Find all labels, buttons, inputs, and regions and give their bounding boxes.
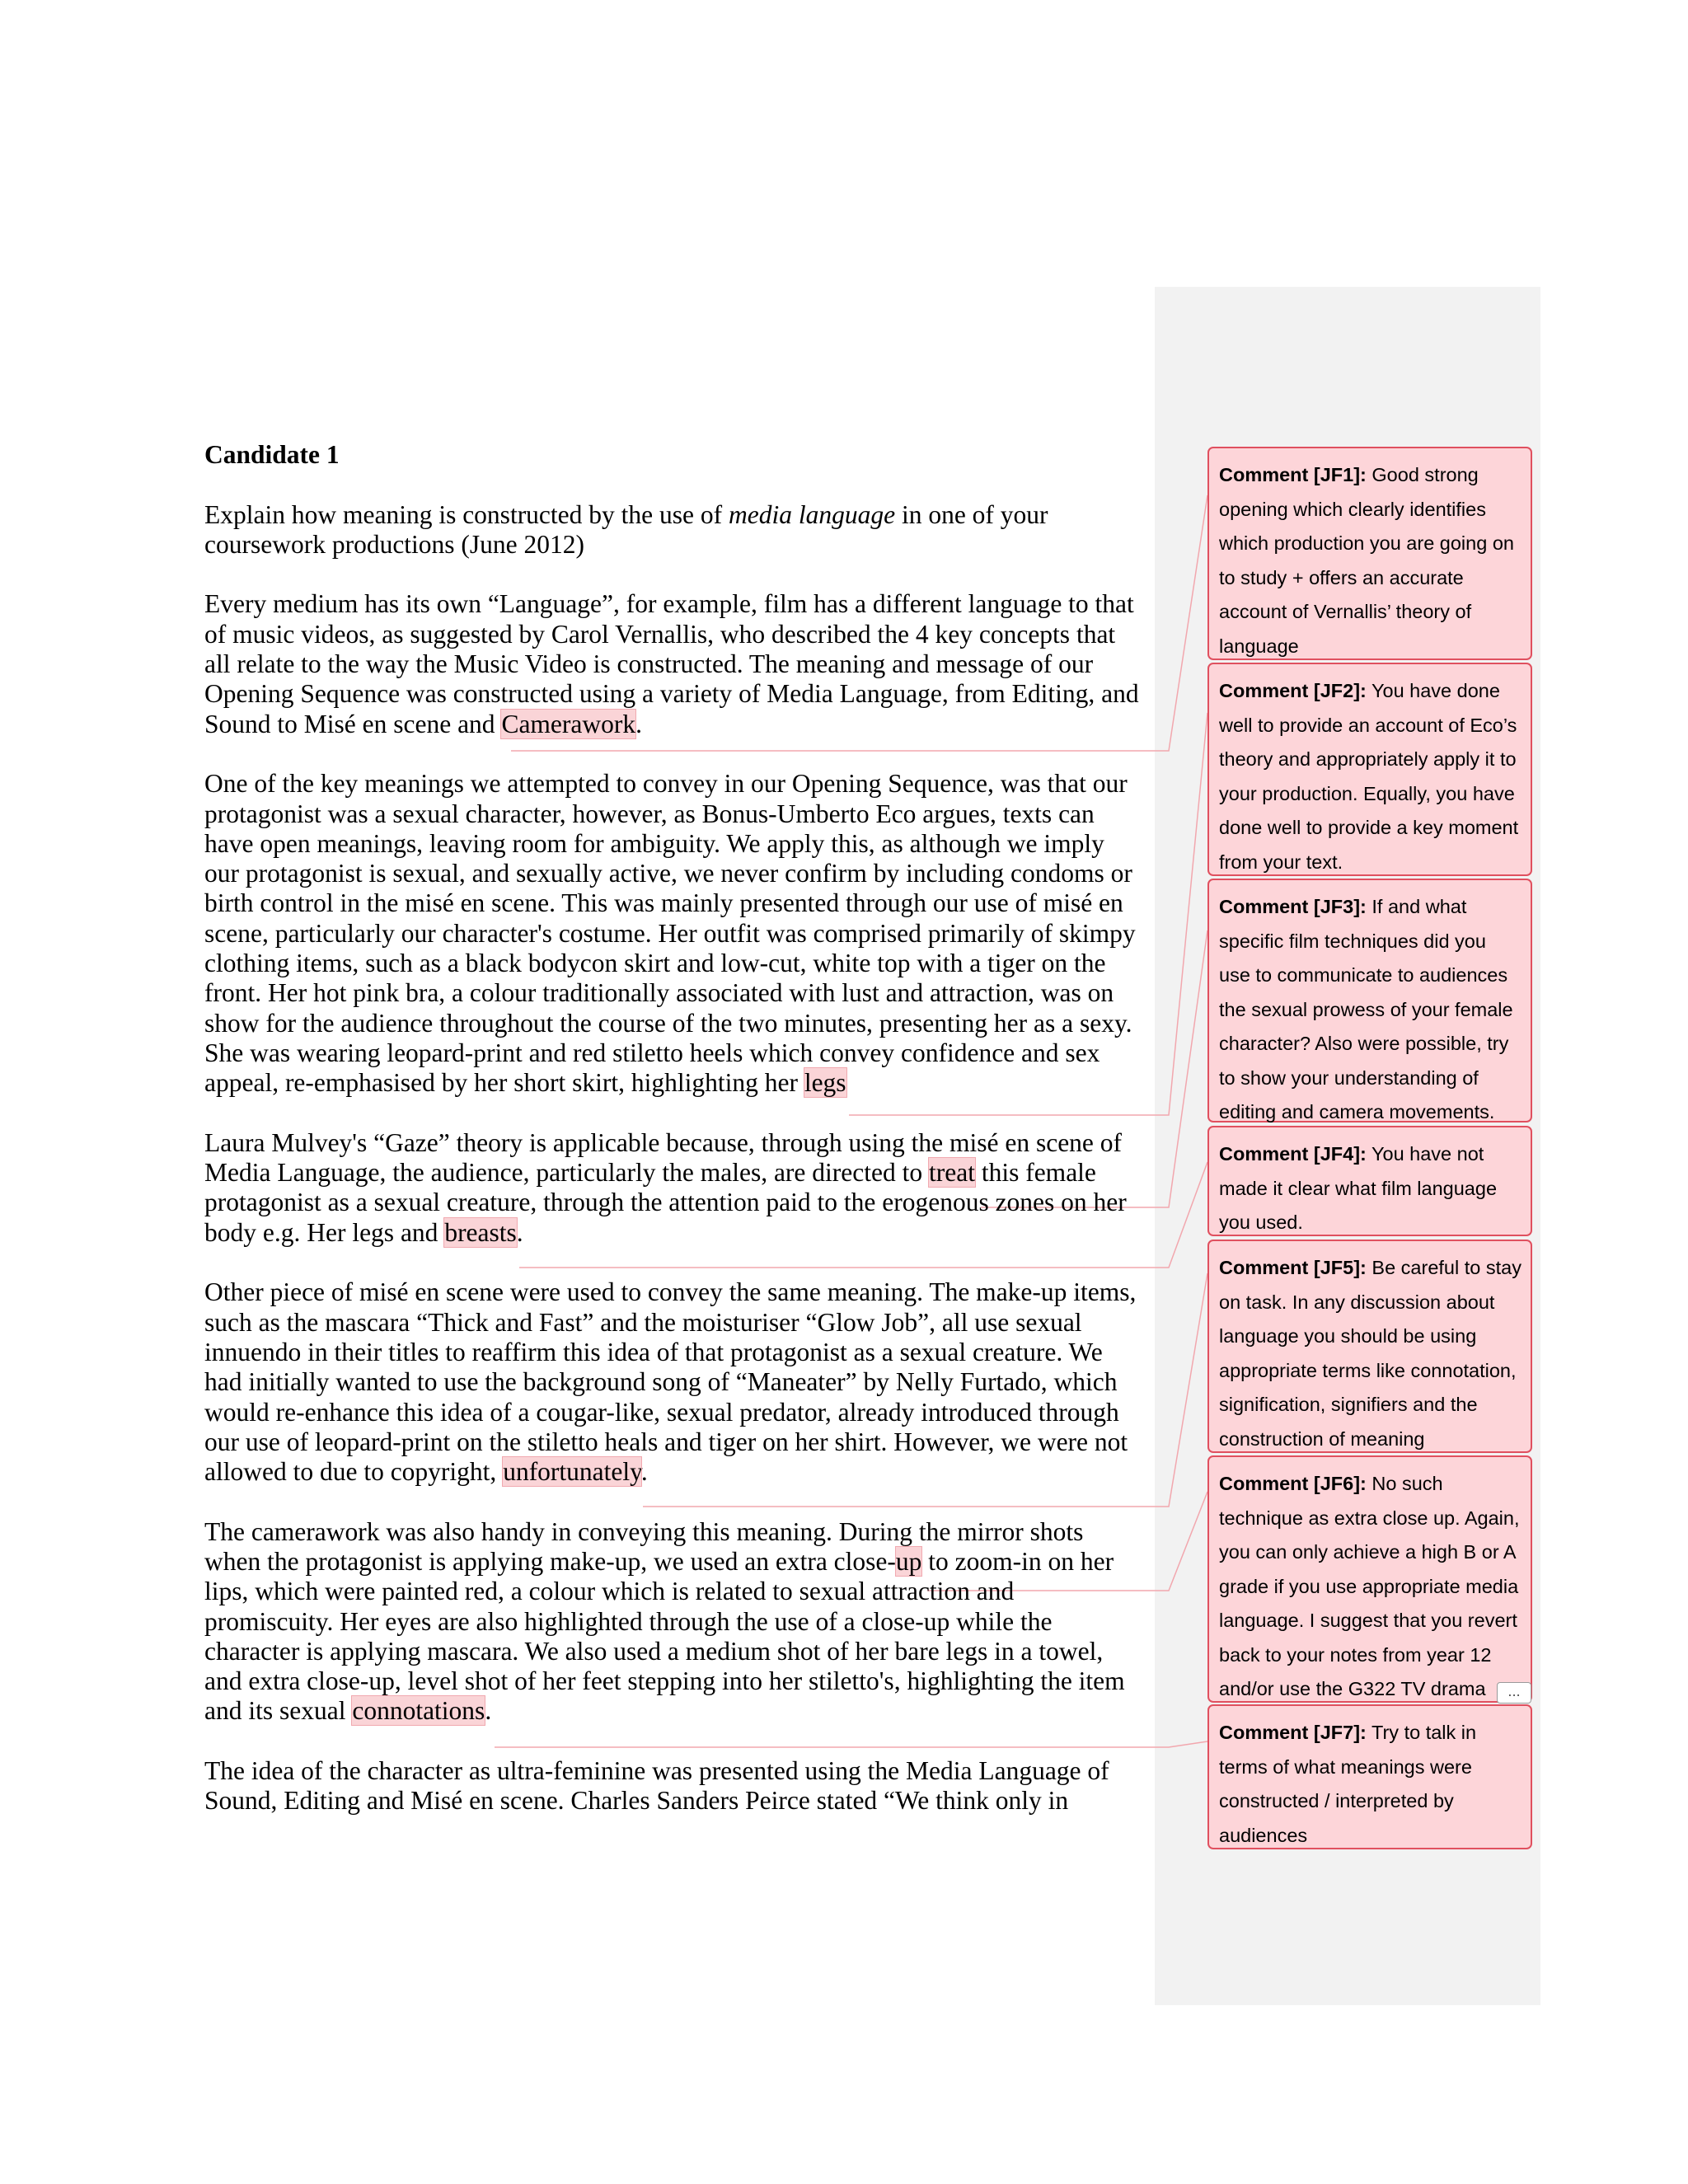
comment-jf6-label: Comment [JF6]:: [1219, 1473, 1367, 1494]
comment-jf5[interactable]: [1207, 1240, 1532, 1453]
comment-jf5-label: Comment [JF5]:: [1219, 1257, 1367, 1278]
comment-jf5-text: Be careful to stay on task. In any discussion about language you should be using appropriate terms like connotation, signification, signifiers and the construction of meaning: [1219, 1257, 1522, 1450]
paragraph-5-a: The camerawork was also handy in conveying this meaning. During the mirror shots when the protagonist is applying make-up, we used an extra close-: [204, 1516, 1084, 1576]
comment-jf1-label: Comment [JF1]:: [1219, 464, 1367, 485]
comment-jf4-text: You have not made it clear what film language you used.: [1219, 1143, 1498, 1233]
paragraph-2-text: One of the key meanings we attempted to convey in our Opening Sequence, was that our protagonist was a sexual character, however, as Bonus-Umberto Eco argues, texts can have open meanings, leaving room for ambiguity. We apply this, as although we imply our protagonist is sexual, and sexually active, we never confirm by including condoms or birth control in the misé en scene. This was mainly presented through our use of misé en scene, particularly our character's costume. Her outfit was comprised primarily of skimpy clothing items, such as a black bodycon skirt and low-cut, white top with a tiger on the front. Her hot pink bra, a colour traditionally associated with lust and attraction, was on show for the audience throughout the course of the two minutes, presenting her as a sexy. She was wearing leopard-print and red stiletto heels which convey confidence and sex appeal, re-emphasised by her short skirt, highlighting her: [204, 769, 1136, 1098]
comment-jf7-text: Try to talk in terms of what meanings were constructed / interpreted by audiences: [1219, 1722, 1477, 1846]
document-heading: Candidate 1: [204, 440, 340, 469]
highlight-treat[interactable]: treat: [928, 1158, 975, 1188]
comment-jf4-label: Comment [JF4]:: [1219, 1143, 1367, 1165]
question-after: in one of your coursework productions (June 2012): [204, 499, 1048, 559]
paragraph-1-end: .: [635, 709, 642, 738]
comment-jf1-text: Good strong opening which clearly identifies which production you are going on to study + offers an accurate account of Vernallis’ theory of language: [1219, 464, 1514, 657]
paragraph-5: [204, 1517, 1144, 1727]
paragraph-2: [204, 769, 1144, 1098]
comment-jf6-text: No such technique as extra close up. Again, you can only achieve a high B or A grade if you use appropriate media language. I suggest that you revert back to your notes from year 12 and/or use the G322 TV drama: [1219, 1473, 1520, 1699]
comment-jf1[interactable]: [1207, 447, 1532, 660]
paragraph-6: [204, 1756, 1144, 1816]
question-before: Explain how meaning is constructed by the use of: [204, 499, 729, 529]
paragraph-6-text: The idea of the character as ultra-feminine was presented using the Media Language of Sound, Editing and Misé en scene. Charles Sanders Peirce stated “We think only in: [204, 1756, 1109, 1816]
paragraph-4: [204, 1277, 1144, 1487]
document-body: [204, 440, 1144, 1846]
highlight-up[interactable]: up: [895, 1546, 922, 1576]
paragraph-4-end: .: [640, 1457, 648, 1487]
paragraph-3-a: Laura Mulvey's “Gaze” theory is applicable because, through using the misé en scene of Media Language, the audience, particularly the males, are directed to: [204, 1127, 1123, 1188]
highlight-connotations[interactable]: connotations: [352, 1696, 485, 1726]
paragraph-1-text: Every medium has its own “Language”, for example, film has a different language to that of music videos, as suggested by Carol Vernallis, who described the 4 key concepts that all relate to the way the Music Video is constructed. The meaning and message of our Opening Sequence was constructed using a variety of Media Language, from Editing, and Sound to Misé en scene and: [204, 589, 1139, 738]
paragraph-3-end: .: [516, 1217, 523, 1247]
comment-jf2-text: You have done well to provide an account of Eco’s theory and appropriately apply it to your production. Equally, you have done well to provide a key moment from your text.: [1219, 680, 1519, 873]
comment-jf3-text: If and what specific film techniques did you use to communicate to audiences the sexual prowess of your female character? Also were possible, try to show your understanding of editing and camera movements.: [1219, 896, 1513, 1122]
comment-jf3-label: Comment [JF3]:: [1219, 896, 1367, 917]
highlight-unfortunately[interactable]: unfortunately: [503, 1457, 641, 1487]
comment-jf3[interactable]: [1207, 879, 1532, 1122]
highlight-camerawork[interactable]: Camerawork: [501, 709, 636, 738]
comment-jf4[interactable]: [1207, 1126, 1532, 1236]
comment-jf6[interactable]: [1207, 1455, 1532, 1703]
paragraph-3-b: this female protagonist as a sexual creature, through the attention paid to the erogenous zones on her body e.g. Her legs and: [204, 1158, 1127, 1247]
comment-expand-button[interactable]: ...: [1497, 1682, 1531, 1704]
highlight-breasts[interactable]: breasts: [444, 1217, 517, 1247]
comment-jf2[interactable]: [1207, 663, 1532, 876]
comment-jf7[interactable]: [1207, 1704, 1532, 1849]
paragraph-4-text: Other piece of misé en scene were used to convey the same meaning. The make-up items, such as the mascara “Thick and Fast” and the moisturiser “Glow Job”, all use sexual innuendo in their titles to reaffirm this idea of that protagonist as a sexual creature. We had initially wanted to use the background song of “Maneater” by Nelly Furtado, which would re-enhance this idea of a cougar-like, sexual predator, already introduced through our use of leopard-print on the stiletto heals and tiger on her shirt. However, we were not allowed to due to copyright,: [204, 1277, 1137, 1487]
highlight-legs[interactable]: legs: [804, 1068, 846, 1098]
comment-jf2-label: Comment [JF2]:: [1219, 680, 1367, 701]
paragraph-1: [204, 589, 1144, 738]
paragraph-3: [204, 1128, 1144, 1248]
paragraph-5-end: .: [485, 1696, 492, 1726]
comment-jf7-label: Comment [JF7]:: [1219, 1722, 1367, 1743]
paragraph-5-b: to zoom-in on her lips, which were painted red, a colour which is related to sexual attraction and promiscuity. Her eyes are also highlighted through the use of a close-up while the character is applying mascara. We also used a medium shot of her bare legs in a towel, and extra close-up, level shot of her feet stepping into her stiletto's, highlighting the item and its sexual: [204, 1546, 1125, 1726]
question-italic: media language: [728, 499, 896, 529]
question-text: [204, 500, 1144, 560]
